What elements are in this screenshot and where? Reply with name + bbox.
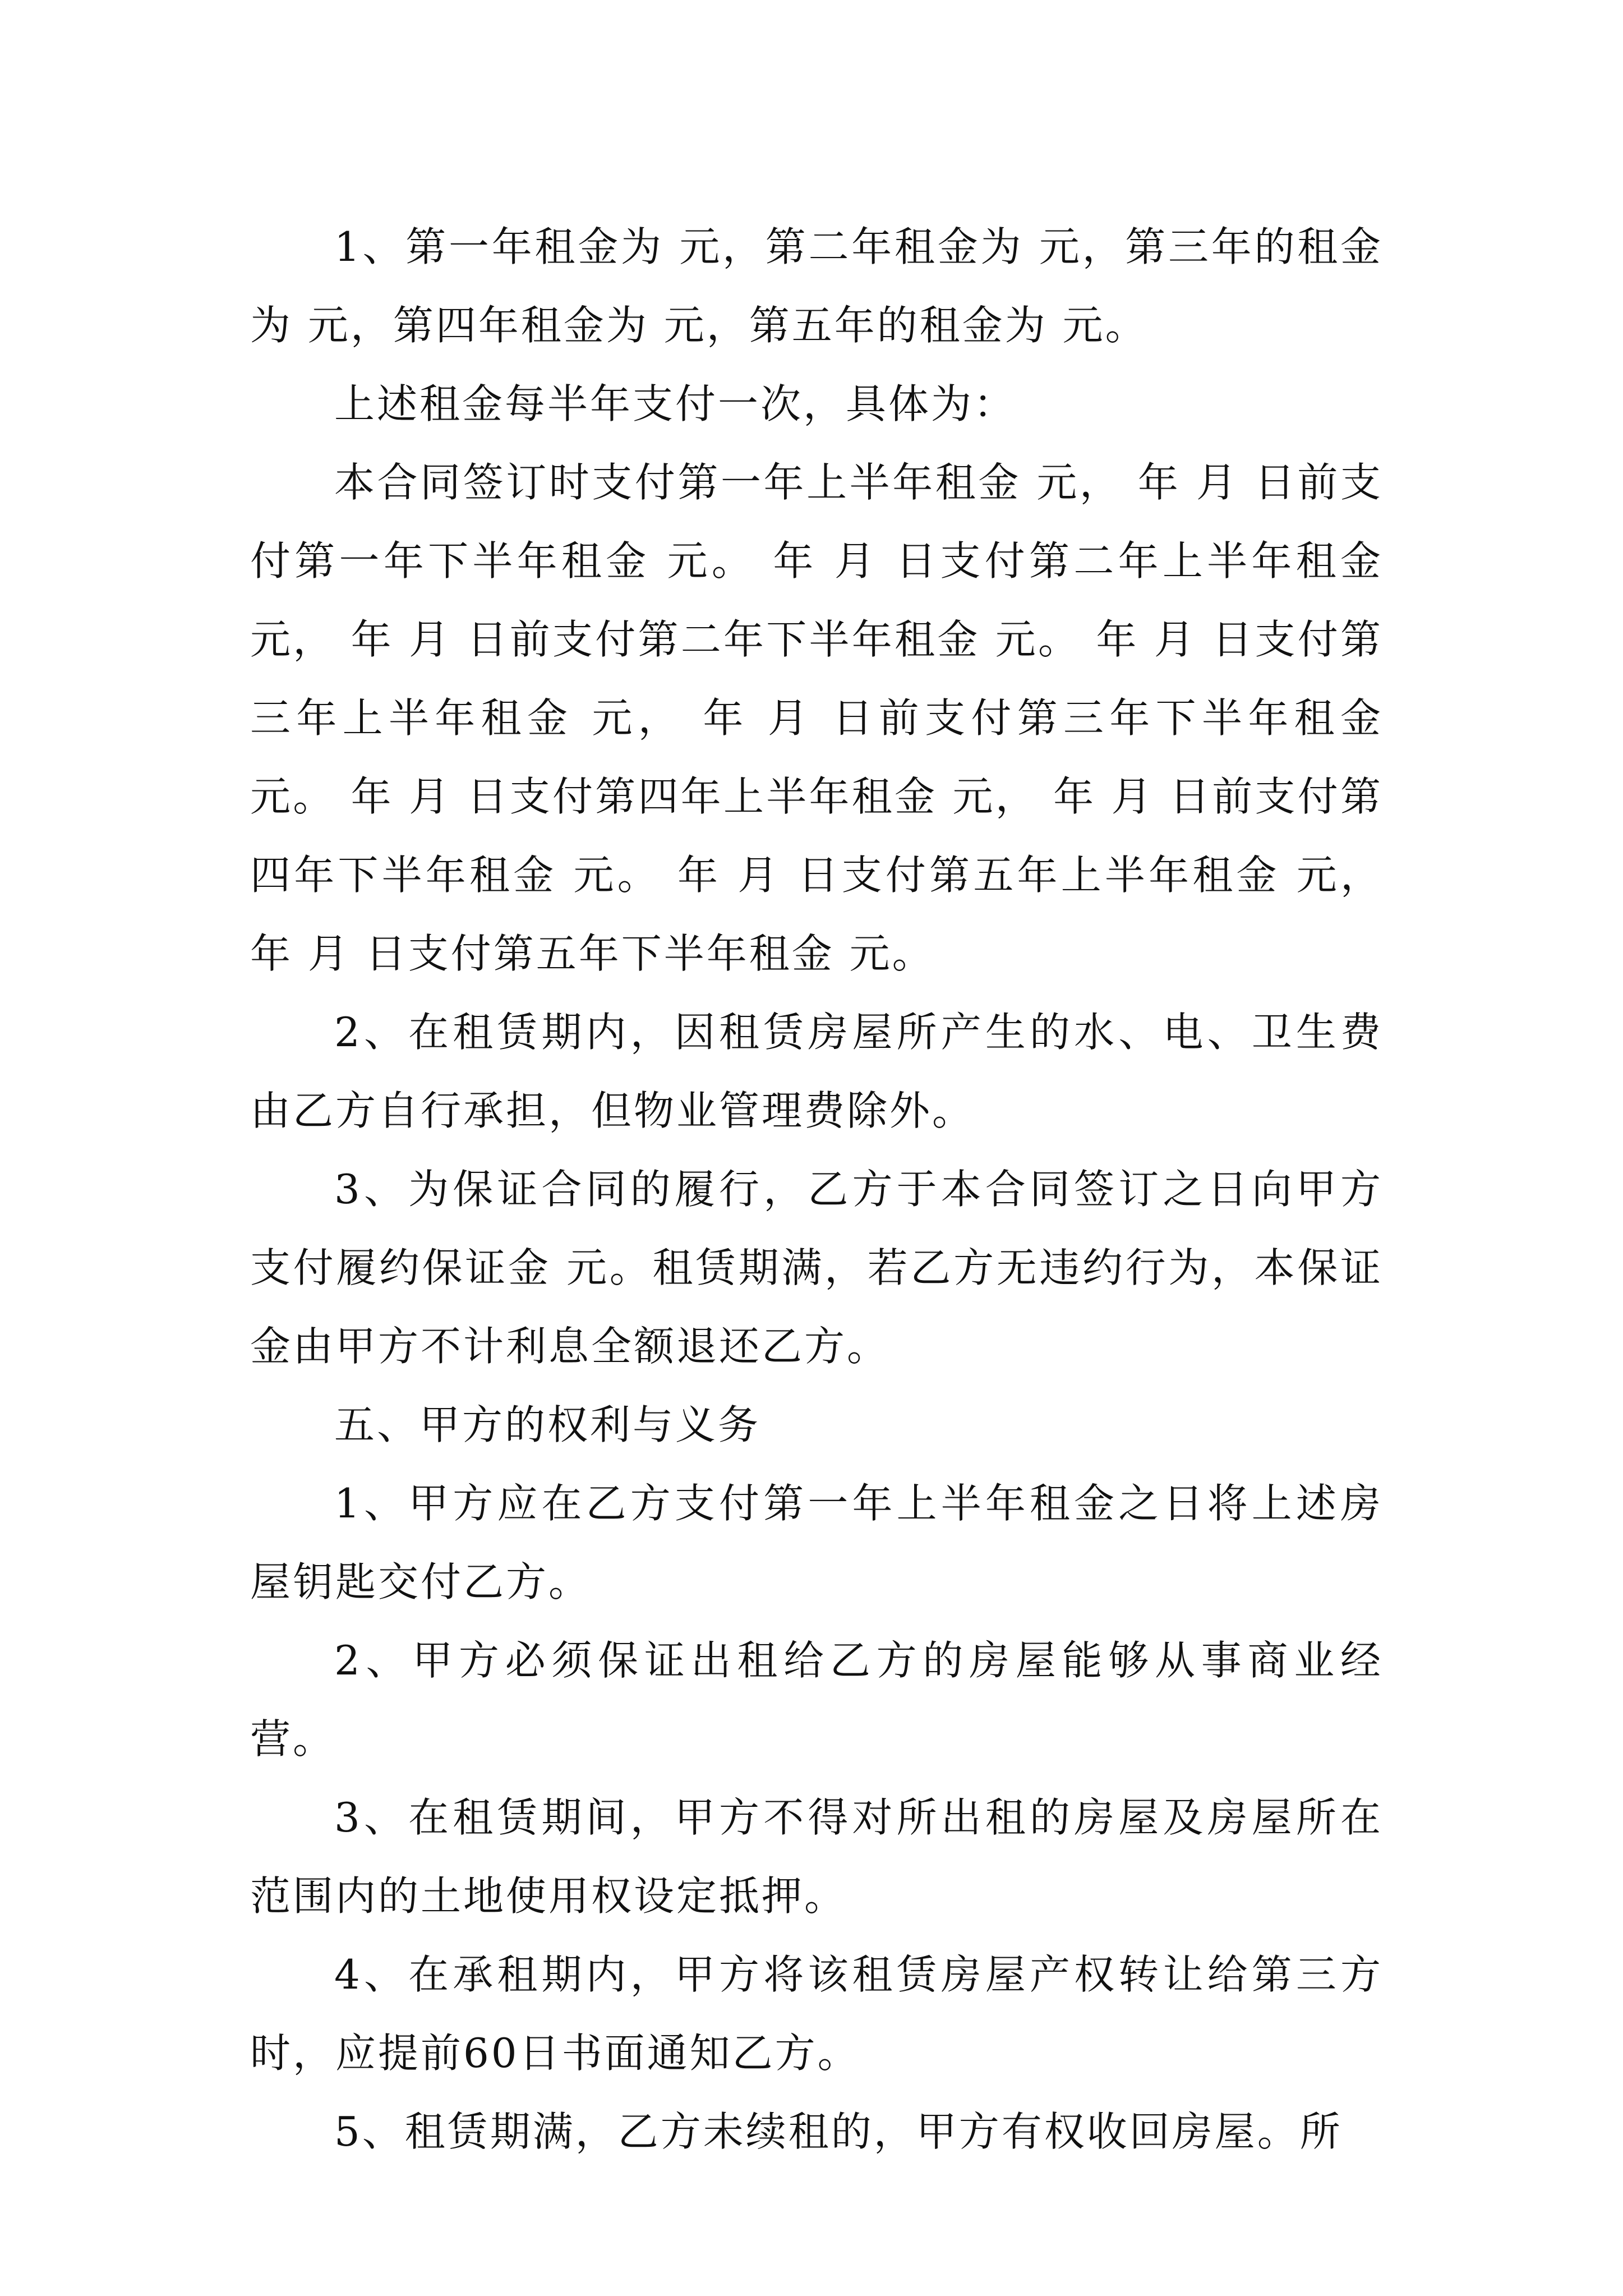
section-heading-lessor-rights: 五、甲方的权利与义务 xyxy=(334,1401,761,1448)
paragraph-commercial-use: 2、甲方必须保证出租给乙方的房屋能够从事商业经营。 xyxy=(250,1637,1383,1763)
paragraph-deposit: 3、为保证合同的履行，乙方于本合同签订之日向甲方支付履约保证金 元。租赁期满，若乙方无违约行为，本保证金由甲方不计利息全额退还乙方。 xyxy=(250,1166,1383,1370)
paragraph-transfer-notice: 4、在承租期内，甲方将该租赁房屋产权转让给第三方时，应提前60日书面通知乙方。 xyxy=(250,1951,1383,2077)
document-body xyxy=(250,208,1383,2171)
paragraph-payment-schedule-intro: 上述租金每半年支付一次，具体为： xyxy=(334,380,1017,427)
paragraph-rent-amounts: 1、第一年租金为 元，第二年租金为 元，第三年的租金为 元，第四年租金为 元，第五年的租金为 元。 xyxy=(250,223,1383,349)
paragraph-payment-schedule: 本合同签订时支付第一年上半年租金 元， 年 月 日前支付第一年下半年租金 元。 年 月 日支付第二年上半年租金 元， 年 月 日前支付第二年下半年租金 元。 年 月 日支付第三年上半年租金 元， 年 月 日前支付第三年下半年租金 元。 年 月 日支付第四年上半年租金 元， 年 月 日前支付第四年下半年租金 元。 年 月 日支付第五年上半年租金 元， 年 月 日支付第五年下半年租金 元。 xyxy=(250,459,1383,977)
paragraph-lease-expiry: 5、租赁期满，乙方未续租的，甲方有权收回房屋。所 xyxy=(334,2108,1343,2155)
paragraph-utilities: 2、在租赁期内，因租赁房屋所产生的水、电、卫生费由乙方自行承担，但物业管理费除外。 xyxy=(250,1009,1383,1134)
paragraph-no-mortgage: 3、在租赁期间，甲方不得对所出租的房屋及房屋所在范围内的土地使用权设定抵押。 xyxy=(250,1794,1383,1920)
paragraph-key-delivery: 1、甲方应在乙方支付第一年上半年租金之日将上述房屋钥匙交付乙方。 xyxy=(250,1480,1383,1605)
